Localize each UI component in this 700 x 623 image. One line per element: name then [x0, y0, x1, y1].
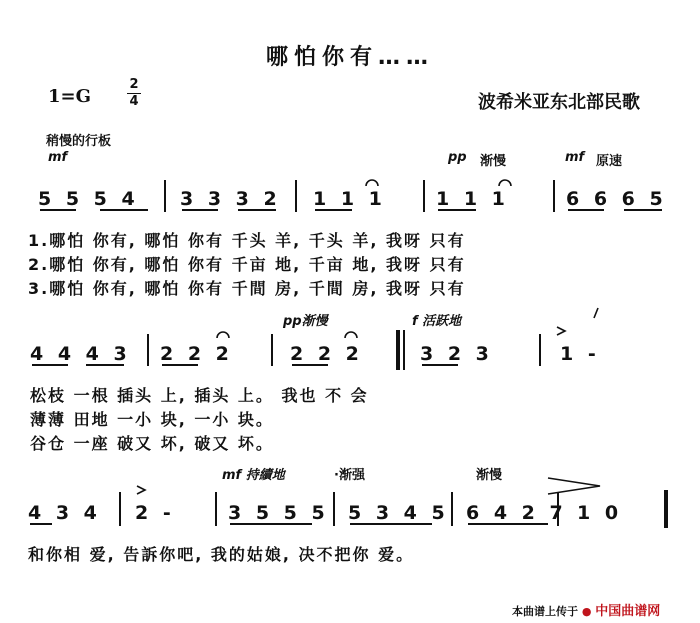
- direction-slow: 渐慢: [480, 154, 507, 169]
- dynamic-pp: pp: [448, 150, 467, 165]
- measure-2-1: 4 4 4 3: [30, 343, 131, 365]
- direction-pp-slow: pp渐慢: [283, 314, 328, 329]
- measure-3-6: 1 0: [577, 502, 623, 524]
- footer-brand[interactable]: 中国曲谱网: [595, 604, 661, 619]
- lyric-line-2-3: 谷仓 一座 破又 坏, 破又 坏。: [30, 434, 274, 453]
- direction-mf-sustained: mf 持續地: [222, 468, 285, 483]
- song-origin: 波希米亚东北部民歌: [478, 92, 640, 113]
- footer-credit: [512, 600, 660, 619]
- tempo-marking: 稍慢的行板: [46, 134, 112, 149]
- meter-numerator: 2: [129, 77, 139, 92]
- measure-3-3: 3 5 5 5: [228, 502, 329, 524]
- direction-slow-3: 渐慢: [476, 468, 503, 483]
- measure-1-3: 1 1 1: [313, 188, 386, 210]
- lyric-line-1-3: 3.哪怕 你有, 哪怕 你有 千間 房, 千間 房, 我呀 只有: [28, 279, 466, 298]
- site-logo-icon: ●: [581, 605, 592, 618]
- dynamic-mf-2: mf: [565, 150, 585, 165]
- measure-1-2: 3 3 3 2: [180, 188, 281, 210]
- lyric-line-3: 和你相 爱, 告訴你吧, 我的姑娘, 决不把你 爱。: [28, 545, 415, 564]
- measure-3-5: 6 4 2 7: [466, 502, 567, 524]
- measure-2-5: 1 -: [560, 343, 600, 365]
- measure-2-2: 2 2 2: [160, 343, 233, 365]
- measure-2-3: 2 2 2: [290, 343, 363, 365]
- lyric-line-1-1: 1.哪怕 你有, 哪怕 你有 千头 羊, 千头 羊, 我呀 只有: [28, 231, 466, 250]
- direction-crescendo: ·渐强: [334, 468, 365, 483]
- lyric-line-1-2: 2.哪怕 你有, 哪怕 你有 千亩 地, 千亩 地, 我呀 只有: [28, 255, 466, 274]
- song-title: 哪怕你有……: [265, 45, 434, 70]
- measure-1-5: 6 6 6 5: [566, 188, 667, 210]
- direction-original-tempo: 原速: [596, 154, 623, 169]
- lyric-line-2-1: 松枝 一根 插头 上, 插头 上。 我也 不 会: [30, 386, 369, 405]
- measure-3-2: 2 -: [135, 502, 175, 524]
- measure-2-4: 3 2 3: [420, 343, 493, 365]
- dynamic-mf: mf: [48, 150, 68, 165]
- direction-f-lively: f 活跃地: [412, 314, 462, 329]
- measure-3-1: 4 3 4: [28, 502, 101, 524]
- measure-3-4: 5 3 4 5: [348, 502, 449, 524]
- measure-1-1: 5 5 5 4: [38, 188, 139, 210]
- footer-prefix: 本曲谱上传于: [512, 605, 578, 618]
- measure-1-4: 1 1 1: [436, 188, 509, 210]
- lyric-line-2-2: 薄薄 田地 一小 块, 一小 块。: [30, 410, 274, 429]
- key-signature: 1=G: [48, 86, 91, 107]
- meter-denominator: 4: [129, 94, 139, 109]
